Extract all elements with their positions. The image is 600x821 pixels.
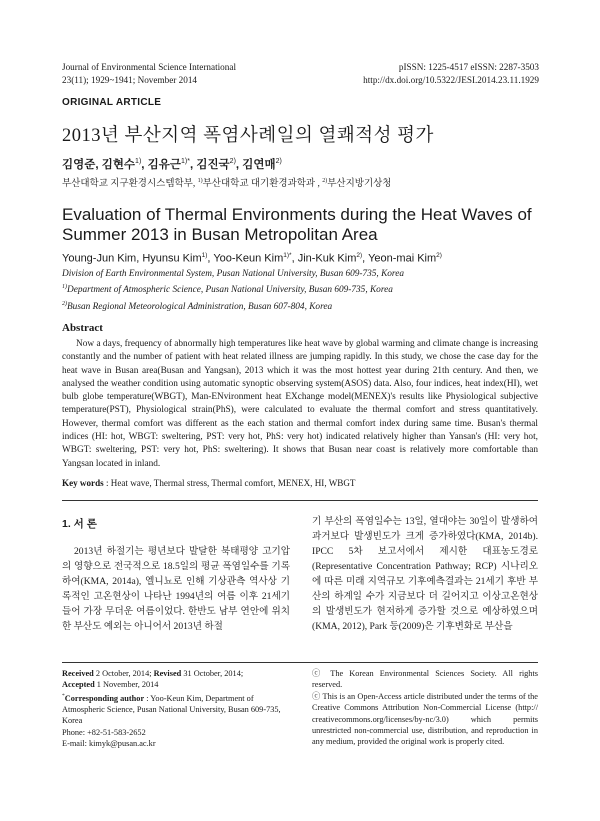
- author-name: 김연매: [242, 159, 276, 171]
- affiliation: Division of Earth Environmental System, Pusan National University, Busan 609-735, Korea: [62, 269, 404, 279]
- author-name: 김유근: [147, 159, 181, 171]
- author-name: Yoo-Keun Kim: [213, 252, 284, 265]
- author-name: 김영준: [62, 159, 96, 171]
- author-sup: 1)*: [283, 252, 292, 259]
- author-name: Hyunsu Kim: [142, 252, 202, 265]
- corresponding-label: Corresponding author: [64, 693, 145, 703]
- author-sup: 2): [356, 252, 363, 259]
- author-sup: 1)*: [181, 158, 190, 166]
- copyright-text: ⓒ The Korean Environmental Sciences Society. All rights reserved.: [312, 669, 538, 690]
- affiliation-sup: 1): [62, 284, 67, 291]
- body-column-right: 기 부산의 폭염일수는 13일, 열대야는 30일이 발생하여 과거보다 발생빈도가 크게 증가하였다(KMA, 2014b). IPCC 5차 보고서에서 제시한 대표농도경로(Representative Concentration Pathway; RCP) 시나리오에 따른 미래 지역규모 기후예측결과는 21세기 후반 부산의 하계일 수가 지금보다 더 길어지고 이상고온현상의 발생빈도가 현저하게 증가할 것으로 예상하였으며(KMA, 2012), Park 등(2009)은 기후변화로 부산을: [312, 516, 538, 632]
- article-type: ORIGINAL ARTICLE: [62, 97, 162, 108]
- affiliation: Busan Regional Meteorological Administration, Busan 607-804, Korea: [67, 302, 333, 312]
- author-sup: 2): [275, 158, 282, 166]
- journal-name: Journal of Environmental Science International: [62, 62, 236, 72]
- affiliation-sup: 2): [322, 177, 328, 184]
- body-column-left: 2013년 하절기는 평년보다 발달한 북태평양 고기압의 영향으로 전국적으로 18.5일의 평균 폭염일수를 기록하여(KMA, 2014a), 엘니뇨로 인해 기상관측 역사상 기록적인 고온현상이 나타난 1994년의 여름 이후 21세기 들어 가장 무더운 여름이었다. 한반도 남부 연안에 위치한 부산도 예외는 아니어서 2013년 하절: [62, 546, 290, 632]
- author-sup: 1): [135, 158, 142, 166]
- revised-date: 31 October, 2014;: [181, 669, 244, 678]
- accepted-label: Accepted: [62, 680, 95, 690]
- author-name: Young-Jun Kim: [62, 252, 137, 265]
- affiliation-line: [62, 268, 542, 281]
- keywords: [62, 478, 538, 488]
- author-name: 김진국: [196, 159, 230, 171]
- affiliation-line: [62, 281, 542, 298]
- corresponding-author: : Yoo-Keun Kim, Department of Atmospheric Science, Pusan National University, Busan 609-735, Korea: [62, 693, 281, 726]
- author-name: 김현수: [101, 159, 136, 171]
- keywords-label: Key words: [62, 478, 104, 488]
- received-label: Received: [62, 669, 94, 678]
- korean-affiliations: [62, 175, 391, 189]
- license-text: ⓒ This is an Open-Access article distributed under the terms of the Creative Commons Attribution Non-Commercial License (http:// creativecommons.org/licenses/by-nc/3.0) which permits unrestricted non-commercial use, distribution, and reproduction in any medium, provided the original work is properly cited.: [312, 691, 538, 747]
- accepted-date: 1 November, 2014: [94, 680, 159, 690]
- issn-header: [363, 61, 539, 86]
- footnote-divider: [62, 662, 538, 663]
- korean-title: 2013년 부산지역 폭염사례일의 열쾌적성 평가: [62, 126, 434, 146]
- email-link[interactable]: E-mail: kimyk@pusan.ac.kr: [62, 739, 156, 749]
- affiliation: 부산지방기상청: [327, 179, 392, 189]
- issn-text: pISSN: 1225-4517 eISSN: 2287-3503: [398, 62, 539, 72]
- phone: Phone: +82-51-583-2652: [62, 727, 146, 737]
- english-affiliations: [62, 268, 542, 314]
- affiliation-sup: 1): [197, 177, 203, 184]
- footnote-license: [312, 668, 538, 748]
- english-authors: Young-Jun Kim, Hyunsu Kim$^{1)}$, Yoo-Keun Kim$^{1)*}$, Jin-Kuk Kim$^{2)}$, Yeon-mai Kim$^{2)}$: [62, 252, 442, 265]
- affiliation-sup: 2): [62, 300, 67, 307]
- affiliation-line: [62, 298, 542, 315]
- author-name: Yeon-mai Kim: [368, 252, 437, 265]
- abstract-body: Now a days, frequency of abnormally high temperatures like heat wave by global warming and climate change is increasing constantly and the number of patient with heat related illness are jumping rapidly. In this study, we chose the case day for the heat wave in Busan area(Busan and Yangsan), 2013 which it was the most hottest year during 21th century. And then, we analysed the weather condition using automatic synoptic observing system(ASOS) data. Also, four indices, heat index(HI), wet bulb globe temperature(WBGT), Man-ENvironment heat EXchange model(MENEX)'s results like Physiological subjective temperature(PST), Physiological strain(PhS), were calculated to evaluate the thermal comfort and stress quantitatively. However, thermal comfort was different as the each station and thermal comfort index during same time. Busan's thermal indices (HI: hot, WBGT: sweltering, PST: very hot, PhS: very hot) indicated relatively higher than Yansan's (HI: very hot, WBGT: sweltering, PST: very hot, PhS: sweltering). It shows that Busan near coast is relatively more comfortable than Yangsan located in inland.: [62, 339, 538, 469]
- received-date: 2 October, 2014;: [93, 669, 154, 678]
- affiliation: 부산대학교 대기환경과학과 ,: [202, 179, 323, 189]
- journal-header: [62, 61, 236, 86]
- author-sup: 2): [436, 252, 442, 259]
- korean-authors: 김영준, 김현수$^{1)}$, 김유근$^{1)*}$, 김진국$^{2)}$, 김연매$^{2)}$: [62, 158, 282, 171]
- english-title: Evaluation of Thermal Environments during the Heat Waves of Summer 2013 in Busan Metropolitan Area: [62, 205, 532, 244]
- affiliation: Department of Atmospheric Science, Pusan National University, Busan 609-735, Korea: [67, 285, 393, 296]
- footnote-received: Received 2 October, 2014; Revised 31 October, 2014; Accepted 1 November, 2014 *Corresponding author : Yoo-Keun Kim, Department of Atmospheric Science, Pusan National University, Busan 609-735, Korea Phone: +82-51-583-2652 E-mail: kimyk@pusan.ac.kr: [62, 668, 288, 750]
- author-name: Jin-Kuk Kim: [297, 252, 357, 265]
- doi-link[interactable]: http://dx.doi.org/10.5322/JESI.2014.23.11.1929: [363, 74, 539, 85]
- revised-label: Revised: [153, 669, 182, 678]
- keywords-text: : Heat wave, Thermal stress, Thermal comfort, MENEX, HI, WBGT: [103, 478, 356, 488]
- author-sup: 2): [229, 158, 236, 166]
- divider: [62, 500, 538, 501]
- journal-issue: 23(11); 1929~1941; November 2014: [62, 74, 198, 85]
- abstract-heading: Abstract: [62, 322, 103, 334]
- section-heading: 1. 서 론: [62, 518, 97, 530]
- author-sup: 1): [201, 252, 208, 259]
- affiliation: 부산대학교 지구환경시스템학부,: [62, 179, 198, 189]
